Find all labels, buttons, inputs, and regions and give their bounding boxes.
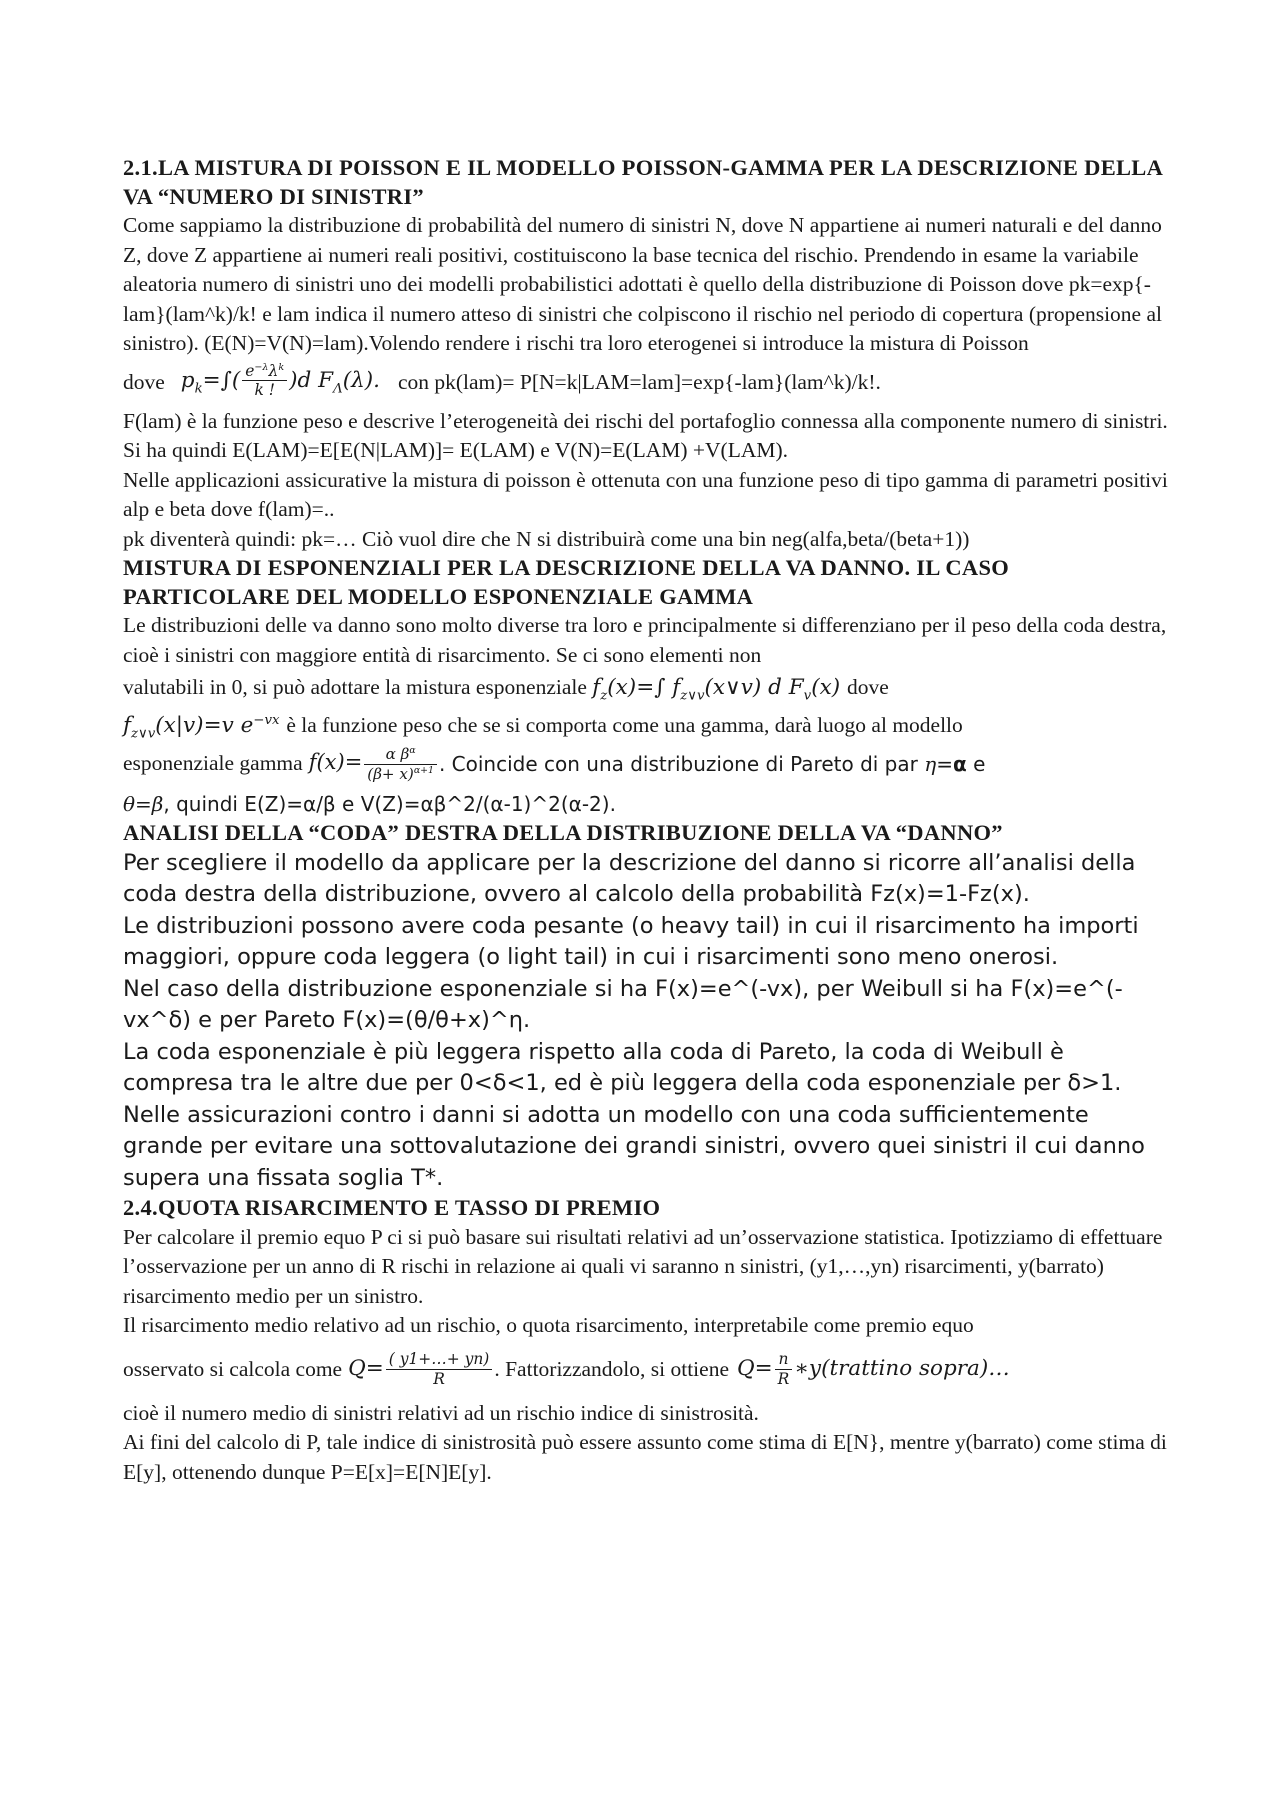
paragraph: F(lam) è la funzione peso e descrive l’eterogeneità dei rischi del portafoglio connessa alla componente numero di sinistri. Si ha quindi E(LAM)=E[E(N|LAM)]= E(LAM) e V(N)=E(LAM) +V(LAM). bbox=[123, 408, 1168, 462]
formula-line-poisson-mixture bbox=[123, 359, 1173, 407]
formula-pk-lam: con pk(lam)= P[N=k|LAM=lam]=exp{-lam}(lam^k)/k!. bbox=[397, 369, 881, 394]
paragraph: Per scegliere il modello da applicare per la descrizione del danno si ricorre all’analisi della coda destra della distribuzione, ovvero al calcolo della probabilità Fz(x)=1-Fz(x). bbox=[123, 849, 1136, 907]
text-factorization: . Fattorizzandolo, si ottiene bbox=[494, 1356, 729, 1381]
text-mixture: valutabili in 0, si può adottare la mistura esponenziale bbox=[123, 675, 587, 699]
paragraph: La coda esponenziale è più leggera rispetto alla coda di Pareto, la coda di Weibull è compresa tra le altre due per 0<δ<1, ed è più leggera della coda esponenziale per δ>1. bbox=[123, 1038, 1122, 1096]
formula-pk-mixture: $p_k=\int$( $\frac{e^{-\lambda}\lambda^k}{k !}$ )d $F_\Lambda(\lambda)$. bbox=[180, 361, 380, 400]
section-title-premium: 2.4.QUOTA RISARCIMENTO E TASSO DI PREMIO bbox=[123, 1195, 661, 1220]
paragraph: cioè il numero medio di sinistri relativi ad un rischio indice di sinistrosità. bbox=[123, 1400, 759, 1425]
formula-q: Q= $\frac{( y1+\dots+ yn)}{R}$ bbox=[348, 1350, 494, 1388]
formula-line-weight bbox=[123, 704, 1173, 742]
paragraph: Nel caso della distribuzione esponenziale si ha F(x)=e^(-vx), per Weibull si ha F(x)=e^(-vx^δ) e per Pareto F(x)=(θ/θ+x)^η. bbox=[123, 975, 1123, 1033]
paragraph: Le distribuzioni delle va danno sono molto diverse tra loro e principalmente si differenziano per il peso della coda destra, cioè i sinistri con maggiore entità di risarcimento. Se ci sono elementi non bbox=[123, 613, 1167, 667]
section-title-exponential-mixture: MISTURA DI ESPONENZIALI PER LA DESCRIZIONE DELLA VA DANNO. IL CASO PARTICOLARE DEL MODELLO ESPONENZIALE GAMMA bbox=[123, 555, 1010, 609]
paragraph: Come sappiamo la distribuzione di probabilità del numero di sinistri N, dove N appartiene ai numeri naturali e del danno Z, dove Z appartiene ai numeri reali positivi, costituiscono la base tecnica del rischio. Prendendo in esame la variabile aleatoria numero di sinistri uno dei modelli probabilistici adottati è quello della distribuzione di Poisson dove pk=exp{-lam}(lam^k)/k! e lam indica il numero atteso di sinistri che colpiscono il rischio nel periodo di copertura (propensione al sinistro). (E(N)=V(N)=lam).Volendo rendere i rischi tra loro eterogenei si introduce la mistura di Poisson bbox=[123, 213, 1162, 355]
section-title-poisson: 2.1.LA MISTURA DI POISSON E IL MODELLO POISSON-GAMMA PER LA DESCRIZIONE DELLA VA “NUMERO DI SINISTRI” bbox=[123, 155, 1162, 209]
paragraph: Le distribuzioni possono avere coda pesante (o heavy tail) in cui il risarcimento ha importi maggiori, oppure coda leggera (o light tail) in cui i risarcimenti sono meno onerosi. bbox=[123, 912, 1139, 970]
formula-line-exp-mixture bbox=[123, 670, 1173, 704]
paragraph: Nelle applicazioni assicurative la mistura di poisson è ottenuta con una funzione peso di tipo gamma di parametri positivi alp e beta dove f(lam)=.. bbox=[123, 467, 1168, 521]
paragraph: Per calcolare il premio equo P ci si può basare sui risultati relativi ad un’osservazione statistica. Ipotizziamo di effettuare l’osservazione per un anno di R rischi in relazione ai quali vi saranno n sinistri, (y1,…,yn) risarcimenti, y(barrato) risarcimento medio per un sinistro. bbox=[123, 1224, 1163, 1308]
text-dove: dove bbox=[846, 675, 889, 699]
formula-q-overline: trattino sopra bbox=[829, 1356, 980, 1382]
paragraph: Ai fini del calcolo di P, tale indice di sinistrosità può essere assunto come stima di E[N}, mentre y(barrato) come stima di E[y], ottenendo dunque P=E[x]=E[N]E[y]. bbox=[123, 1430, 1167, 1484]
text-exp-gamma: esponenziale gamma bbox=[123, 751, 303, 776]
formula-fz: $f_z(x)=\int$ $f_{z\vee v}(x\vee v)$ d $F_v(x)$ bbox=[592, 675, 847, 704]
paragraph: Il risarcimento medio relativo ad un rischio, o quota risarcimento, interpretabile come premio equo bbox=[123, 1313, 974, 1337]
paragraph: pk diventerà quindi: pk=… Ciò vuol dire che N si distribuirà come una bin neg(alfa,beta/(beta+1)) bbox=[123, 526, 970, 551]
paragraph: Nelle assicurazioni contro i danni si adotta un modello con una coda sufficientemente grande per evitare una sottovalutazione dei grandi sinistri, ovvero quei sinistri il cui danno supera una fissata soglia T*. bbox=[123, 1101, 1145, 1191]
text-moments: , quindi E(Z)=α/β e V(Z)=αβ^2/(α-1)^2(α-2). bbox=[163, 792, 616, 816]
formula-q-numerator: ( y1+…+ yn) bbox=[386, 1350, 493, 1370]
formula-theta-beta: θ=β bbox=[123, 792, 164, 816]
formula-q-factored: Q= $\frac{n}{R}$ ∗y(trattino sopra)… bbox=[737, 1350, 1010, 1388]
formula-exp-gamma: f(x)= $\frac{\alpha \beta^\alpha}{(\beta+ x)^{\alpha+1}}$ bbox=[309, 745, 439, 782]
formula-q-denominator: R bbox=[433, 1370, 445, 1388]
text-pareto: . Coincide con una distribuzione di Pareto di par bbox=[438, 751, 918, 776]
formula-line-moments bbox=[123, 790, 1173, 819]
formula-line-quota bbox=[123, 1341, 1173, 1399]
text-dove: dove bbox=[123, 369, 165, 394]
text-e: e bbox=[973, 751, 986, 776]
text-weight-function: è la funzione peso che se si comporta come una gamma, darà luogo al modello bbox=[286, 713, 963, 738]
document-body bbox=[123, 154, 1173, 1487]
formula-line-exp-gamma bbox=[123, 738, 1173, 790]
section-title-tail-analysis: ANALISI DELLA “CODA” DESTRA DELLA DISTRIBUZIONE DELLA VA “DANNO” bbox=[123, 820, 1003, 845]
formula-fzv: $f_{z\vee v}(x|v)=v$ $e^{-vx}$ bbox=[123, 713, 280, 742]
text-quota: osservato si calcola come bbox=[123, 1356, 343, 1381]
formula-eta-alpha: η=α bbox=[924, 751, 967, 776]
